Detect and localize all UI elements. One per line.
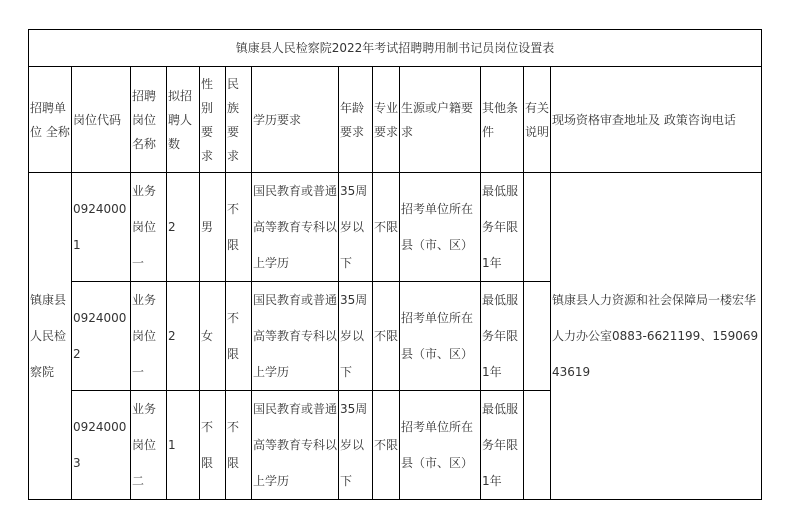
major-cell: 不限 [373,391,400,500]
header-age: 年龄要求 [339,67,373,173]
age-cell: 35周岁以下 [339,173,373,282]
ethnicity-cell: 不限 [226,282,252,391]
major-cell: 不限 [373,282,400,391]
origin-cell: 招考单位所在县（市、区） [400,282,481,391]
major-cell: 不限 [373,173,400,282]
other-cell: 最低服务年限1年 [481,282,524,391]
code-cell: 09240001 [72,173,131,282]
notes-cell [524,282,551,391]
education-cell: 国民教育或普通高等教育专科以上学历 [252,173,339,282]
table-title: 镇康县人民检察院2022年考试招聘聘用制书记员岗位设置表 [29,30,762,67]
ethnicity-cell: 不限 [226,391,252,500]
title-row [29,30,762,67]
header-gender: 性别要求 [200,67,226,173]
header-major: 专业要求 [373,67,400,173]
gender-cell: 女 [200,282,226,391]
code-cell: 09240002 [72,282,131,391]
count-cell: 1 [167,391,200,500]
other-cell: 最低服务年限1年 [481,391,524,500]
notes-cell [524,391,551,500]
header-notes: 有关说明 [524,67,551,173]
notes-cell [524,173,551,282]
header-ethnicity: 民族要求 [226,67,252,173]
header-contact: 现场资格审查地址及 政策咨询电话 [551,67,762,173]
gender-cell: 男 [200,173,226,282]
table-row [29,173,762,282]
header-row [29,67,762,173]
position-name-cell: 业务岗位一 [131,282,167,391]
origin-cell: 招考单位所在县（市、区） [400,391,481,500]
origin-cell: 招考单位所在县（市、区） [400,173,481,282]
age-cell: 35周岁以下 [339,282,373,391]
position-table [28,29,762,500]
code-cell: 09240003 [72,391,131,500]
header-origin: 生源或户籍要求 [400,67,481,173]
position-name-cell: 业务岗位二 [131,391,167,500]
header-education: 学历要求 [252,67,339,173]
ethnicity-cell: 不限 [226,173,252,282]
header-code: 岗位代码 [72,67,131,173]
education-cell: 国民教育或普通高等教育专科以上学历 [252,282,339,391]
contact-cell: 镇康县人力资源和社会保障局一楼宏华人力办公室0883-6621199、15906943619 [551,173,762,500]
unit-name-cell: 镇康县人民检察院 [29,173,72,500]
count-cell: 2 [167,282,200,391]
gender-cell: 不限 [200,391,226,500]
position-name-cell: 业务岗位一 [131,173,167,282]
header-unit: 招聘单位 全称 [29,67,72,173]
other-cell: 最低服务年限1年 [481,173,524,282]
header-count: 拟招聘人数 [167,67,200,173]
header-other: 其他条件 [481,67,524,173]
education-cell: 国民教育或普通高等教育专科以上学历 [252,391,339,500]
age-cell: 35周岁以下 [339,391,373,500]
count-cell: 2 [167,173,200,282]
header-position-name: 招聘岗位名称 [131,67,167,173]
